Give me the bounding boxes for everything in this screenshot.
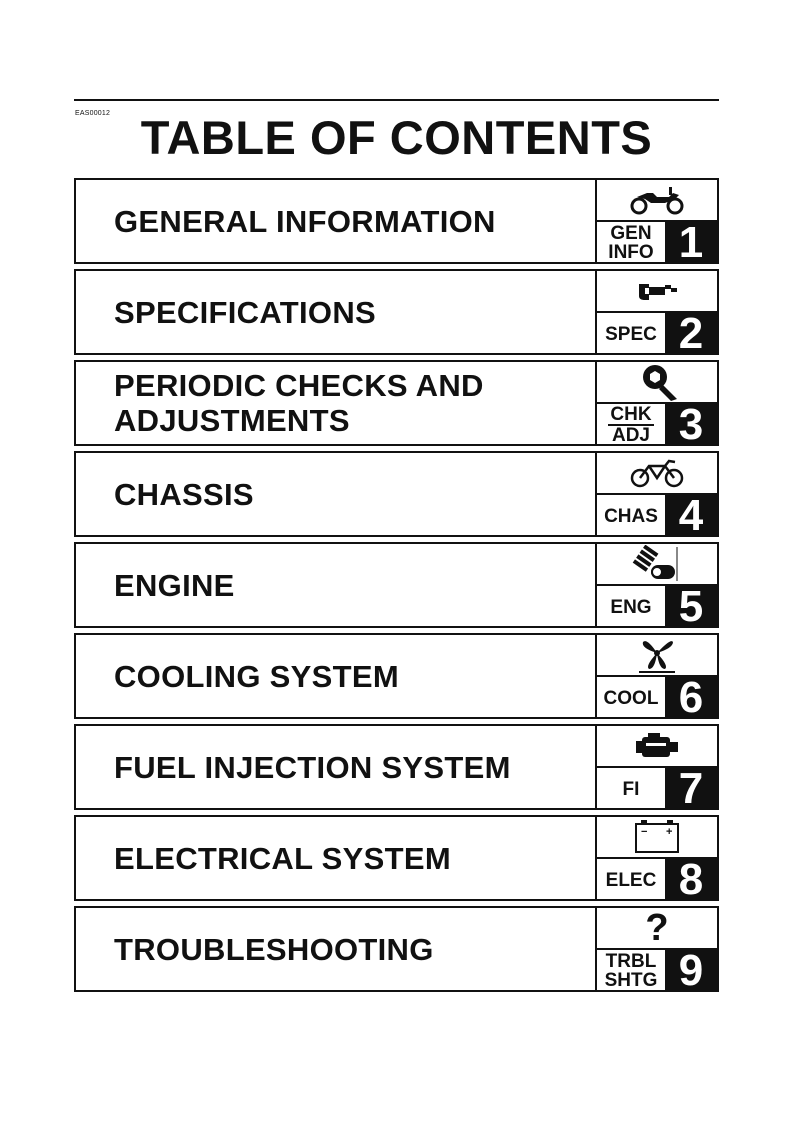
section-number: 8 (665, 859, 717, 901)
section-abbreviation: FI (622, 778, 640, 800)
section-title: COOLING SYSTEM (114, 658, 399, 694)
section-title: FUEL INJECTION SYSTEM (114, 749, 511, 785)
section-number: 7 (665, 768, 717, 810)
section-abbreviation: ELEC (605, 869, 657, 891)
section-title: ENGINE (114, 567, 235, 603)
section-number: 2 (665, 313, 717, 355)
section-abbreviation: ENG (610, 596, 652, 618)
fan-icon (597, 635, 717, 675)
section-title: SPECIFICATIONS (114, 294, 376, 330)
section-number: 4 (665, 495, 717, 537)
toc-row-general-information[interactable] (74, 178, 719, 267)
bicycle-frame-icon (597, 453, 717, 493)
toc-row-chassis[interactable] (74, 451, 719, 540)
section-tab[interactable] (595, 542, 719, 631)
question-icon: ? (645, 907, 669, 949)
section-number: 6 (665, 677, 717, 719)
toc-row-periodic-checks-and-adjustments[interactable] (74, 360, 719, 449)
section-number: 1 (665, 222, 717, 264)
section-tab[interactable] (595, 178, 719, 267)
section-title: ELECTRICAL SYSTEM (114, 840, 451, 876)
document-code: EAS00012 (75, 110, 111, 117)
svg-text:−: − (641, 826, 648, 838)
toc-row-fuel-injection-system[interactable] (74, 724, 719, 813)
section-abbreviation: COOL (603, 687, 659, 709)
section-abbreviation: CHAS (604, 505, 658, 527)
section-tab[interactable] (595, 451, 719, 540)
page-title: TABLE OF CONTENTS (140, 111, 653, 164)
svg-text:+: + (666, 826, 673, 838)
motorcycle-icon (597, 180, 717, 220)
section-title: TROUBLESHOOTING (114, 931, 434, 967)
toc-row-electrical-system[interactable] (74, 815, 719, 904)
wrench-icon (597, 362, 717, 402)
section-abbreviation: TRBL SHTG (604, 950, 658, 991)
piston-icon (597, 544, 717, 584)
header-rule (74, 99, 719, 101)
caliper-icon (597, 271, 717, 311)
section-title: GENERAL INFORMATION (114, 203, 496, 239)
section-number: 9 (665, 950, 717, 992)
section-title: CHASSIS (114, 476, 254, 512)
section-abbreviation: GEN INFO (608, 222, 654, 263)
engine-icon (597, 726, 717, 766)
section-abbreviation: SPEC (605, 323, 657, 345)
section-tab[interactable] (595, 633, 719, 722)
section-tab[interactable] (595, 269, 719, 358)
section-abbreviation: CHK ADJ (610, 403, 652, 446)
battery-icon (597, 817, 717, 857)
section-tab[interactable] (595, 906, 719, 995)
section-number: 3 (665, 404, 717, 446)
section-tab[interactable] (595, 360, 719, 449)
section-title: PERIODIC CHECKS AND ADJUSTMENTS (114, 368, 484, 438)
toc-row-troubleshooting[interactable] (74, 906, 719, 995)
section-tab[interactable] (595, 724, 719, 813)
section-number: 5 (665, 586, 717, 628)
section-tab[interactable] (595, 815, 719, 904)
toc-row-cooling-system[interactable] (74, 633, 719, 722)
toc-row-engine[interactable] (74, 542, 719, 631)
toc-row-specifications[interactable] (74, 269, 719, 358)
